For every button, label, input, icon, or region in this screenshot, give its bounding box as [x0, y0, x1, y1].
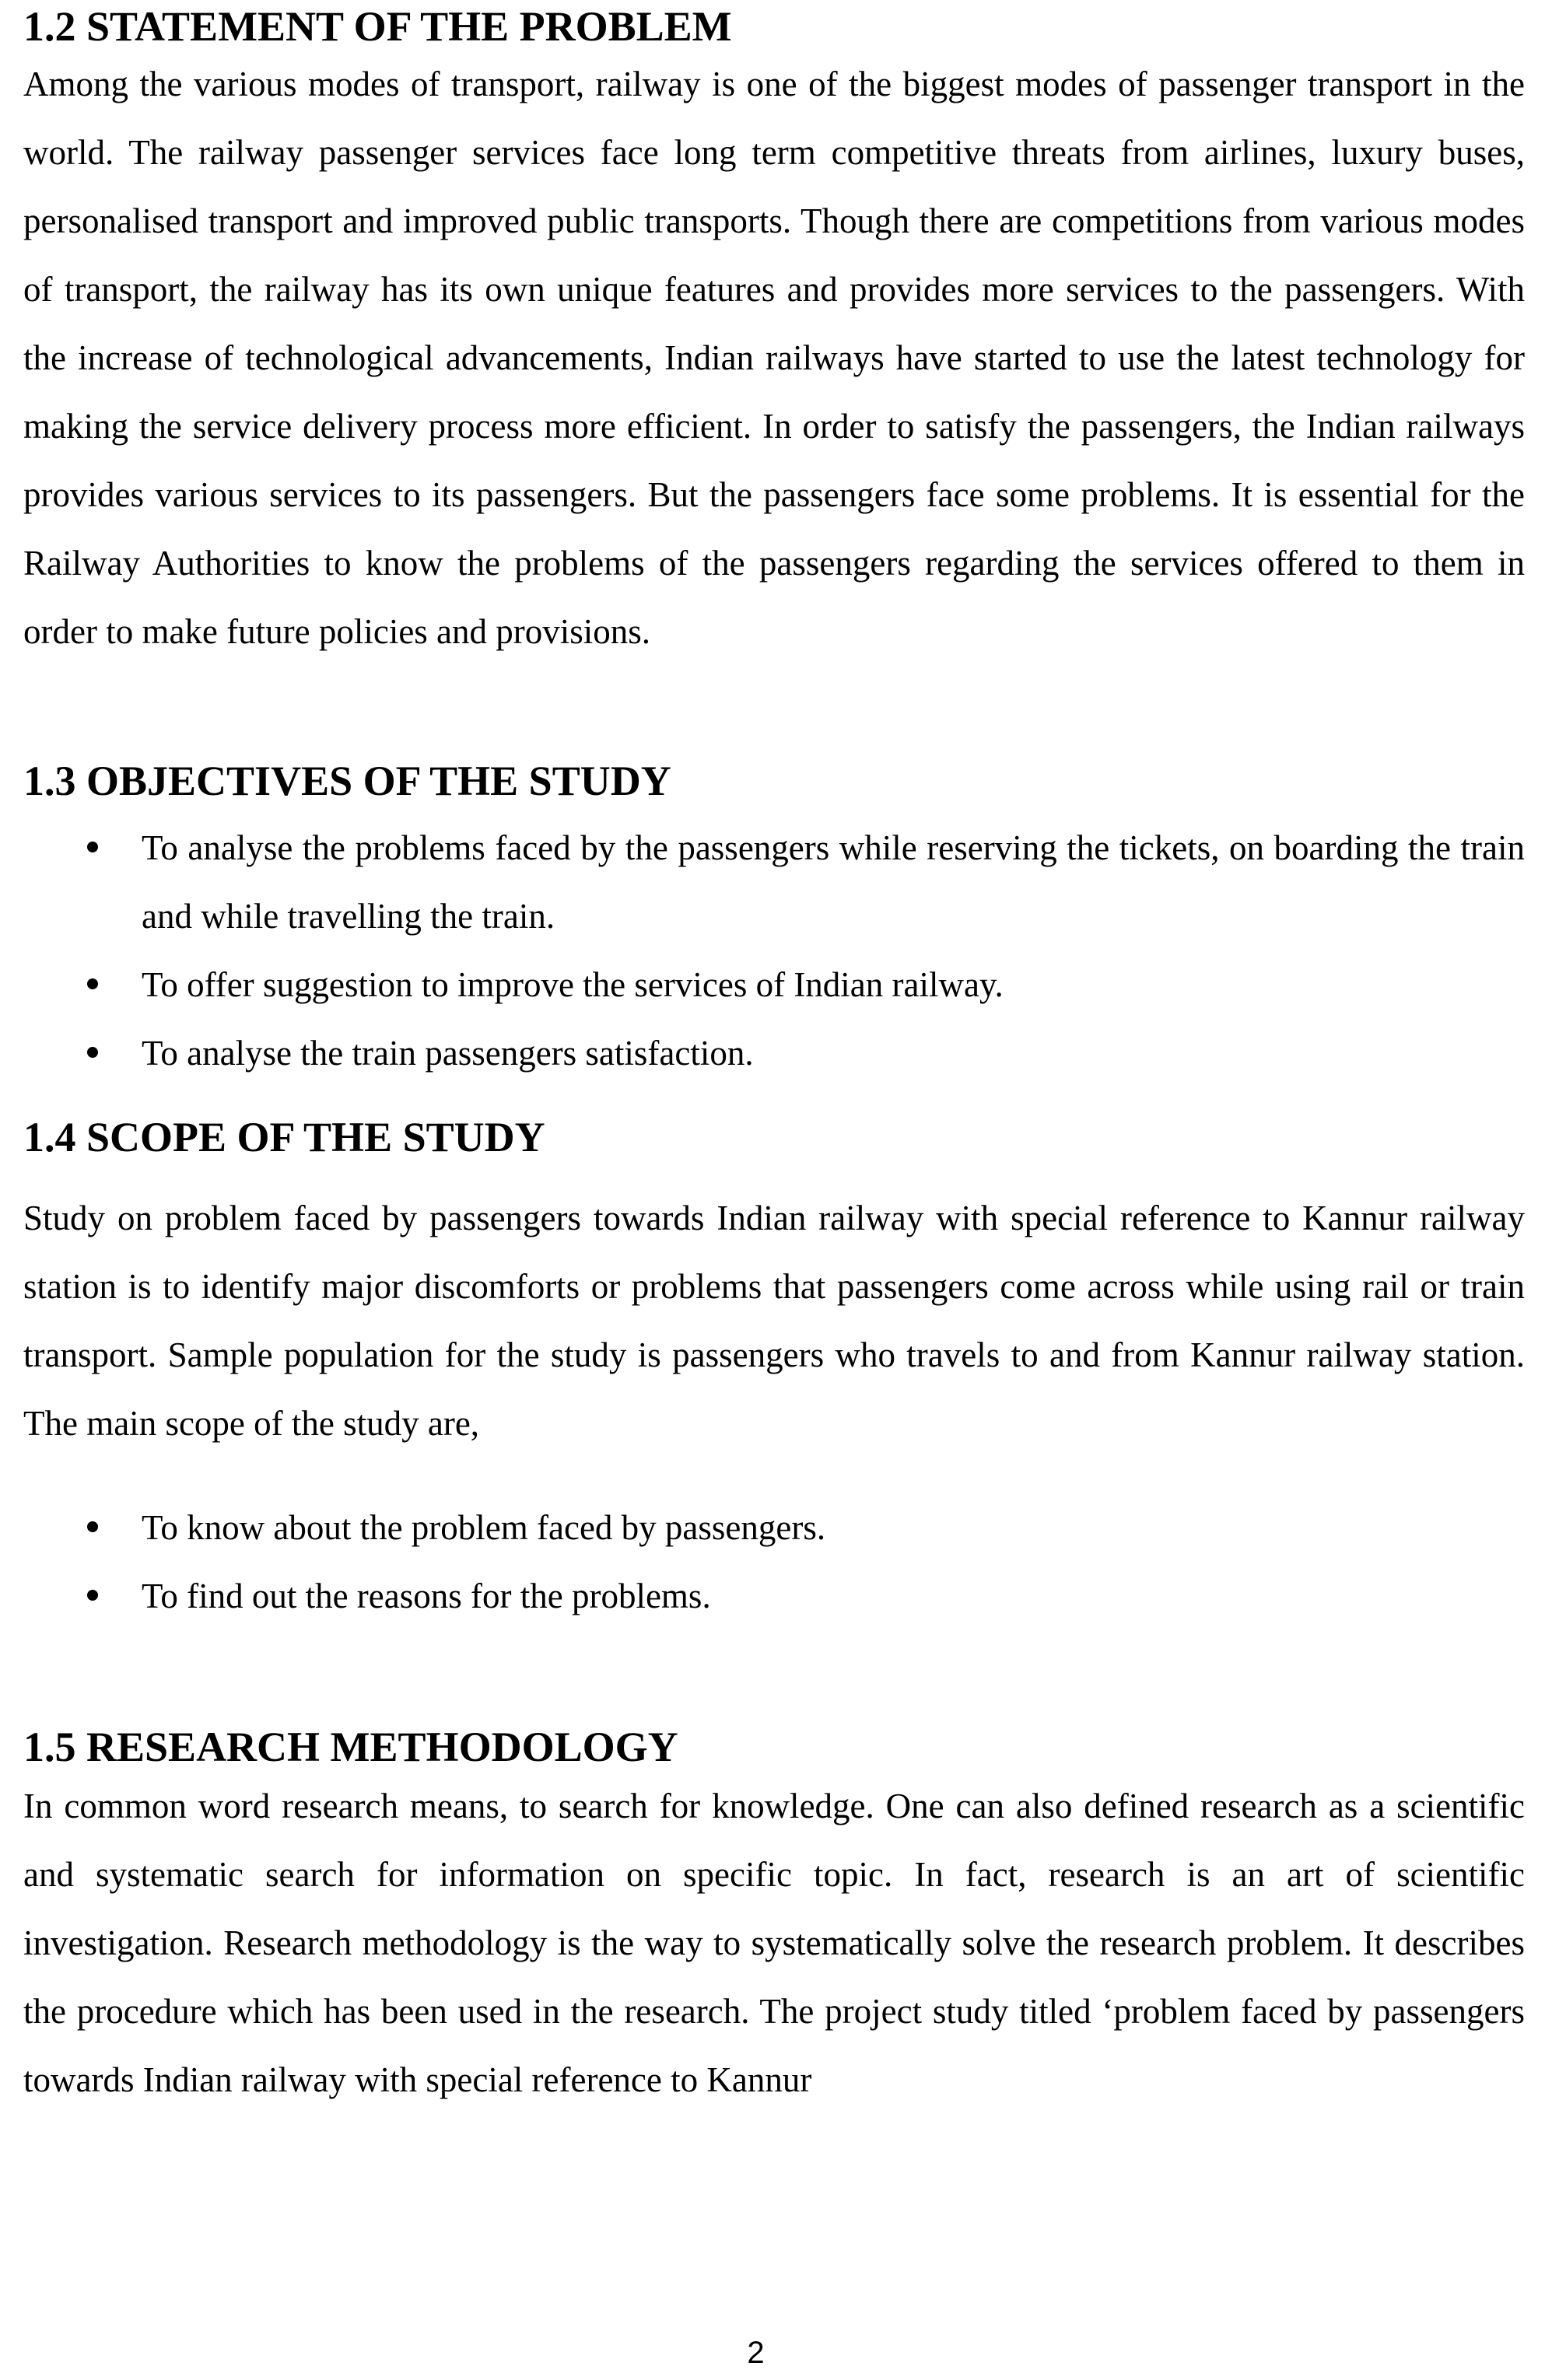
section-heading-objectives: 1.3 OBJECTIVES OF THE STUDY	[23, 758, 671, 804]
section-heading-research-methodology: 1.5 RESEARCH METHODOLOGY	[23, 1724, 678, 1770]
bullet-icon	[87, 1590, 98, 1601]
section-heading-statement-of-problem: 1.2 STATEMENT OF THE PROBLEM	[23, 3, 732, 50]
list-item-text: To analyse the problems faced by the passengers while reserving the tickets, on boarding the train and while travelling the train.	[142, 828, 1525, 936]
bullet-icon	[87, 842, 98, 852]
list-item	[23, 1019, 1525, 1087]
page-number: 2	[747, 2336, 765, 2370]
section-heading-scope: 1.4 SCOPE OF THE STUDY	[23, 1114, 545, 1160]
bullet-icon	[87, 978, 98, 989]
paragraph-research-methodology: In common word research means, to search for knowledge. One can also defined research as a scientific and systematic search for information on specific topic. In fact, research is an art of scientific investigation. Research methodology is the way to systematically solve the research problem. It describes the procedure which has been used in the research. The project study titled ‘problem faced by passengers towards Indian railway with special reference to Kannur	[23, 1787, 1525, 2099]
bullet-icon	[87, 1047, 98, 1058]
list-item	[23, 1562, 1525, 1630]
bullet-icon	[87, 1521, 98, 1532]
list-item-text: To offer suggestion to improve the services of Indian railway.	[142, 965, 1004, 1004]
list-item	[23, 814, 1525, 950]
list-item	[23, 1493, 1525, 1562]
paragraph-scope: Study on problem faced by passengers towards Indian railway with special reference to Kannur railway station is to identify major discomforts or problems that passengers come across while using rail or train transport. Sample population for the study is passengers who travels to and from Kannur railway station. The main scope of the study are,	[23, 1199, 1525, 1443]
list-item-text: To analyse the train passengers satisfaction.	[142, 1034, 754, 1073]
list-item-text: To find out the reasons for the problems.	[142, 1577, 711, 1615]
scope-list	[23, 1493, 1525, 1630]
list-item-text: To know about the problem faced by passengers.	[142, 1508, 826, 1547]
paragraph-statement-of-problem: Among the various modes of transport, railway is one of the biggest modes of passenger transport in the world. The railway passenger services face long term competitive threats from airlines, luxury buses, personalised transport and improved public transports. Though there are competitions from various modes of transport, the railway has its own unique features and provides more services to the passengers. With the increase of technological advancements, Indian railways have started to use the latest technology for making the service delivery process more efficient. In order to satisfy the passengers, the Indian railways provides various services to its passengers. But the passengers face some problems. It is essential for the Railway Authorities to know the problems of the passengers regarding the services offered to them in order to make future policies and provisions.	[23, 65, 1525, 651]
document-page	[23, 0, 1525, 2114]
list-item	[23, 950, 1525, 1019]
objectives-list	[23, 814, 1525, 1087]
